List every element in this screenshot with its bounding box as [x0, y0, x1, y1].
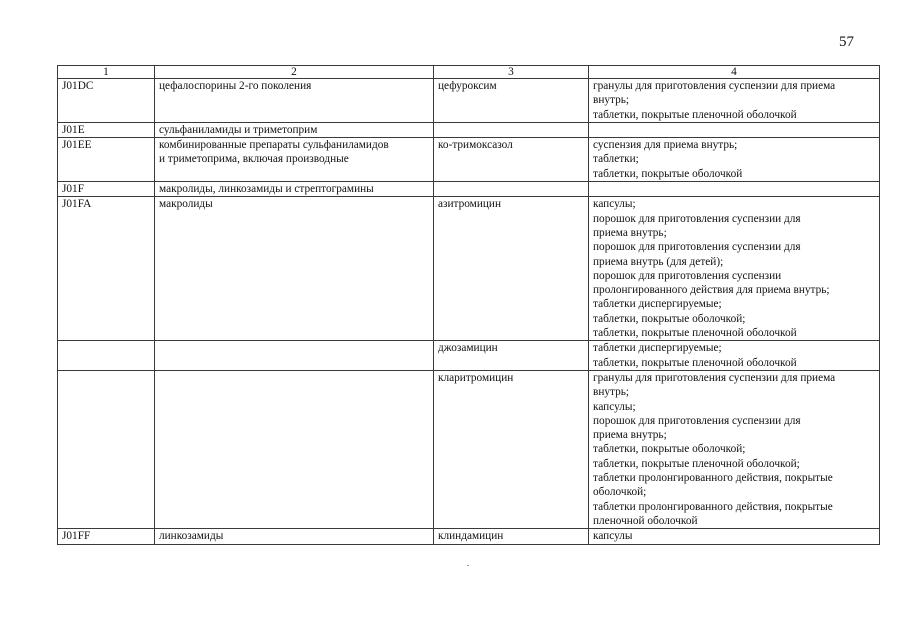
dosage-forms-cell: капсулы: [589, 529, 880, 544]
table-header: [58, 66, 880, 79]
drug-group-cell: [155, 341, 434, 371]
drug-name-cell: [434, 182, 589, 197]
drug-group-cell: макролиды, линкозамиды и стрептограмины: [155, 182, 434, 197]
column-header-4: 4: [589, 66, 880, 79]
drug-group-cell: комбинированные препараты сульфаниламидов и триметоприма, включая производные: [155, 138, 434, 182]
atc-code-cell: J01F: [58, 182, 155, 197]
atc-code-cell: J01E: [58, 122, 155, 137]
drug-name-cell: цефуроксим: [434, 79, 589, 123]
drug-name-cell: азитромицин: [434, 197, 589, 341]
atc-code-cell: [58, 370, 155, 528]
dosage-forms-cell: гранулы для приготовления суспензии для приема внутрь; таблетки, покрытые пленочной оболочкой: [589, 79, 880, 123]
column-header-3: 3: [434, 66, 589, 79]
atc-code-cell: J01FF: [58, 529, 155, 544]
drug-name-cell: джозамицин: [434, 341, 589, 371]
drug-group-cell: цефалоспорины 2-го поколения: [155, 79, 434, 123]
header-row: [58, 66, 880, 79]
atc-code-cell: J01EE: [58, 138, 155, 182]
drug-name-cell: клиндамицин: [434, 529, 589, 544]
table-row: [58, 197, 880, 341]
page-number: 57: [839, 34, 854, 50]
drug-name-cell: кларитромицин: [434, 370, 589, 528]
column-header-2: 2: [155, 66, 434, 79]
drug-group-cell: макролиды: [155, 197, 434, 341]
drug-name-cell: [434, 122, 589, 137]
drug-group-cell: линкозамиды: [155, 529, 434, 544]
table-row: [58, 529, 880, 544]
drug-name-cell: ко-тримоксазол: [434, 138, 589, 182]
table-body: [58, 79, 880, 545]
table-row: [58, 370, 880, 528]
dosage-forms-cell: гранулы для приготовления суспензии для приема внутрь; капсулы; порошок для приготовления суспензии для приема внутрь; таблетки, покрытые оболочкой; таблетки, покрытые пленочной оболочкой; таблетки пролонгированного действия, покрытые оболочкой; таблетки пролонгированного действия, покрытые пленочной оболочкой: [589, 370, 880, 528]
table-row: [58, 182, 880, 197]
drug-group-cell: сульфаниламиды и триметоприм: [155, 122, 434, 137]
drug-group-cell: [155, 370, 434, 528]
dosage-forms-cell: суспензия для приема внутрь; таблетки; таблетки, покрытые оболочкой: [589, 138, 880, 182]
dosage-forms-cell: капсулы; порошок для приготовления суспензии для приема внутрь; порошок для приготовления суспензии для приема внутрь (для детей); порошок для приготовления суспензии пролонгированного действия для приема внутрь; таблетки диспергируемые; таблетки, покрытые оболочкой; таблетки, покрытые пленочной оболочкой: [589, 197, 880, 341]
scan-speck: [467, 565, 469, 566]
column-header-1: 1: [58, 66, 155, 79]
dosage-forms-cell: [589, 182, 880, 197]
table-row: [58, 138, 880, 182]
dosage-forms-cell: таблетки диспергируемые; таблетки, покрытые пленочной оболочкой: [589, 341, 880, 371]
table-row: [58, 79, 880, 123]
dosage-forms-cell: [589, 122, 880, 137]
atc-code-cell: J01FA: [58, 197, 155, 341]
atc-code-cell: [58, 341, 155, 371]
table-row: [58, 122, 880, 137]
drug-classification-table: [57, 65, 880, 545]
table-row: [58, 341, 880, 371]
atc-code-cell: J01DC: [58, 79, 155, 123]
